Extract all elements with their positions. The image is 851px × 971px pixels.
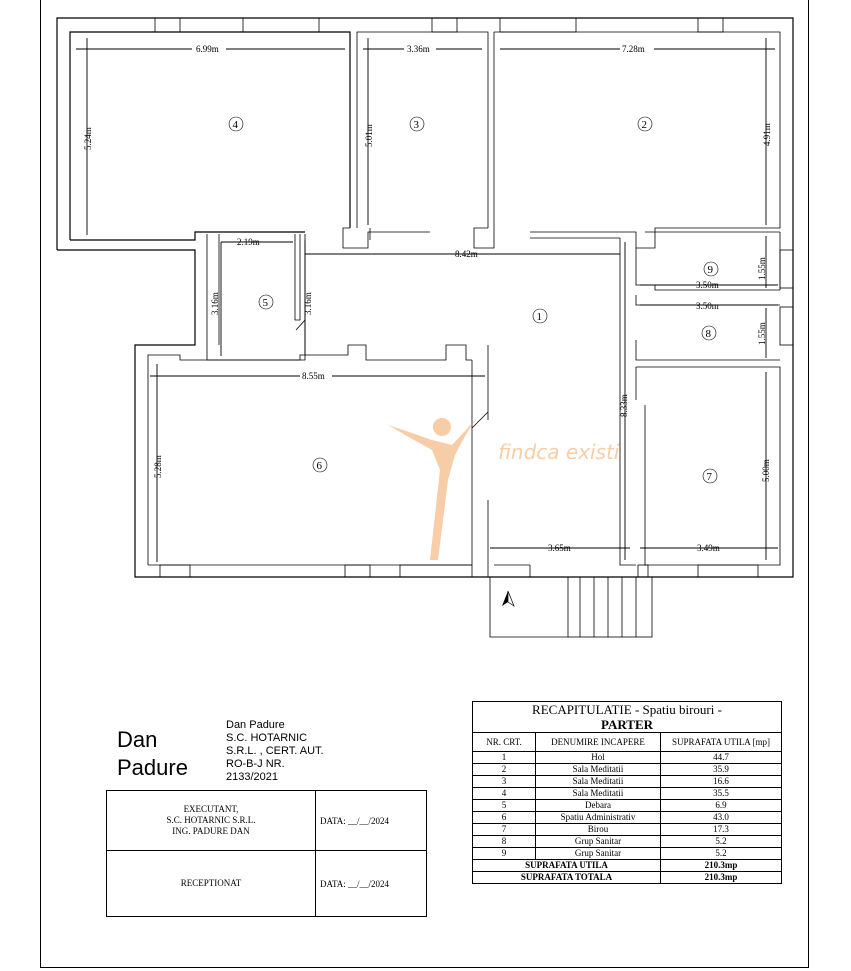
row-name: Grup Sanitar: [536, 836, 661, 848]
watermark-logo: [388, 412, 620, 560]
room-7-label: 7: [706, 471, 712, 483]
table-row: [473, 764, 782, 776]
dim-hall-height: 8.33m: [619, 394, 629, 417]
dimension-lines: [76, 38, 778, 562]
room-8-label: 8: [705, 328, 711, 340]
table-row: [473, 848, 782, 860]
row-nr: 9: [473, 848, 536, 860]
recap-title-cell: [473, 702, 782, 733]
receptionat-cell: RECEPTIONAT: [107, 851, 316, 917]
total-util-row: [473, 860, 782, 872]
dim-r2-height: 4.91m: [762, 123, 772, 146]
table-row: [473, 776, 782, 788]
company-info: Dan Padure S.C. HOTARNIC S.R.L. , CERT. AUT. RO-B-J NR. 2133/2021: [226, 719, 324, 783]
dim-r4-height: 5.24m: [83, 127, 93, 150]
table-row: [473, 836, 782, 848]
dim-r5-height-a: 3.16m: [210, 292, 220, 315]
room-4-walls: [343, 32, 780, 248]
row-nr: 5: [473, 800, 536, 812]
executant-cell: EXECUTANT, S.C. HOTARNIC S.R.L. ING. PADURE DAN: [107, 791, 316, 851]
dim-hall-width: 8.42m: [455, 249, 478, 259]
dim-r3-height: 5.01m: [364, 124, 374, 147]
row-area: 35.9: [661, 764, 782, 776]
row-area: 16.6: [661, 776, 782, 788]
dim-r4-width: 6.99m: [196, 44, 219, 54]
entrance-steps: [490, 577, 652, 637]
row-name: Debara: [536, 800, 661, 812]
recap-subtitle: PARTER: [600, 717, 654, 732]
dim-r8-height: 1.55m: [757, 322, 767, 345]
row-nr: 6: [473, 812, 536, 824]
executant-date: DATA: __/__/2024: [316, 791, 427, 851]
row-area: 35.5: [661, 788, 782, 800]
table-row: [473, 752, 782, 764]
row-nr: 8: [473, 836, 536, 848]
room-5-walls: [207, 234, 305, 360]
table-row: [473, 788, 782, 800]
total-util-value: 210.3mp: [661, 860, 782, 872]
row-name: Spatiu Administrativ: [536, 812, 661, 824]
table-row: [473, 812, 782, 824]
dim-r2-width: 7.28m: [622, 44, 645, 54]
dim-r5-height-b: 3.16m: [303, 292, 313, 315]
row-nr: 3: [473, 776, 536, 788]
room-1-label: 1: [536, 311, 542, 323]
room-6-label: 6: [316, 460, 322, 472]
dim-r6-width: 8.55m: [302, 371, 325, 381]
dim-r5-width: 2.19m: [237, 237, 260, 247]
row-name: Sala Meditatii: [536, 776, 661, 788]
row-name: Sala Meditatii: [536, 788, 661, 800]
north-arrow-icon: [502, 591, 514, 606]
signature-table: [106, 790, 427, 917]
table-row: [473, 800, 782, 812]
table-row: [473, 824, 782, 836]
dim-r7-width: 3.49m: [697, 543, 720, 553]
row-name: Hol: [536, 752, 661, 764]
total-label: SUPRAFATA TOTALA: [473, 872, 661, 884]
dimension-labels: [83, 43, 772, 553]
sheet-border-bottom: [40, 967, 809, 968]
row-name: Grup Sanitar: [536, 848, 661, 860]
watermark-text: findca existi: [498, 440, 620, 464]
total-util-label: SUPRAFATA UTILA: [473, 860, 661, 872]
row-area: 5.2: [661, 836, 782, 848]
dim-r6-height: 5.28m: [153, 455, 163, 478]
dim-entry-width: 3.65m: [548, 543, 571, 553]
header-area: SUPRAFATA UTILA [mp]: [661, 733, 782, 752]
room-2-label: 2: [641, 119, 647, 131]
executant-row: [107, 791, 427, 851]
row-area: 17.3: [661, 824, 782, 836]
dim-r3-width: 3.36m: [407, 44, 430, 54]
total-value: 210.3mp: [661, 872, 782, 884]
author-name: Dan Padure: [117, 727, 188, 780]
receptionat-row: [107, 851, 427, 917]
dim-r8-width: 3.50m: [696, 301, 719, 311]
room-3-label: 3: [413, 119, 419, 131]
outer-walls: [57, 18, 793, 577]
row-nr: 1: [473, 752, 536, 764]
row-area: 5.2: [661, 848, 782, 860]
dim-r9-width: 3.50m: [696, 280, 719, 290]
row-nr: 4: [473, 788, 536, 800]
dim-r9-height: 1.55m: [757, 257, 767, 280]
recap-table: [472, 701, 782, 884]
total-row: [473, 872, 782, 884]
row-area: 43.0: [661, 812, 782, 824]
right-rooms-walls: [494, 232, 793, 577]
dim-r7-height: 5.00m: [761, 459, 771, 482]
row-name: Sala Meditatii: [536, 764, 661, 776]
row-area: 44.7: [661, 752, 782, 764]
recap-title: RECAPITULATIE - Spatiu birouri -: [532, 702, 722, 717]
row-name: Birou: [536, 824, 661, 836]
receptionat-date: DATA: __/__/2024: [316, 851, 427, 917]
header-name: DENUMIRE INCAPERE: [536, 733, 661, 752]
row-nr: 7: [473, 824, 536, 836]
row-nr: 2: [473, 764, 536, 776]
room-5-label: 5: [262, 297, 268, 309]
room-9-label: 9: [707, 264, 713, 276]
row-area: 6.9: [661, 800, 782, 812]
windows-top: [155, 18, 723, 32]
header-nr: NR. CRT.: [473, 733, 536, 752]
room-4-label: 4: [232, 119, 238, 131]
